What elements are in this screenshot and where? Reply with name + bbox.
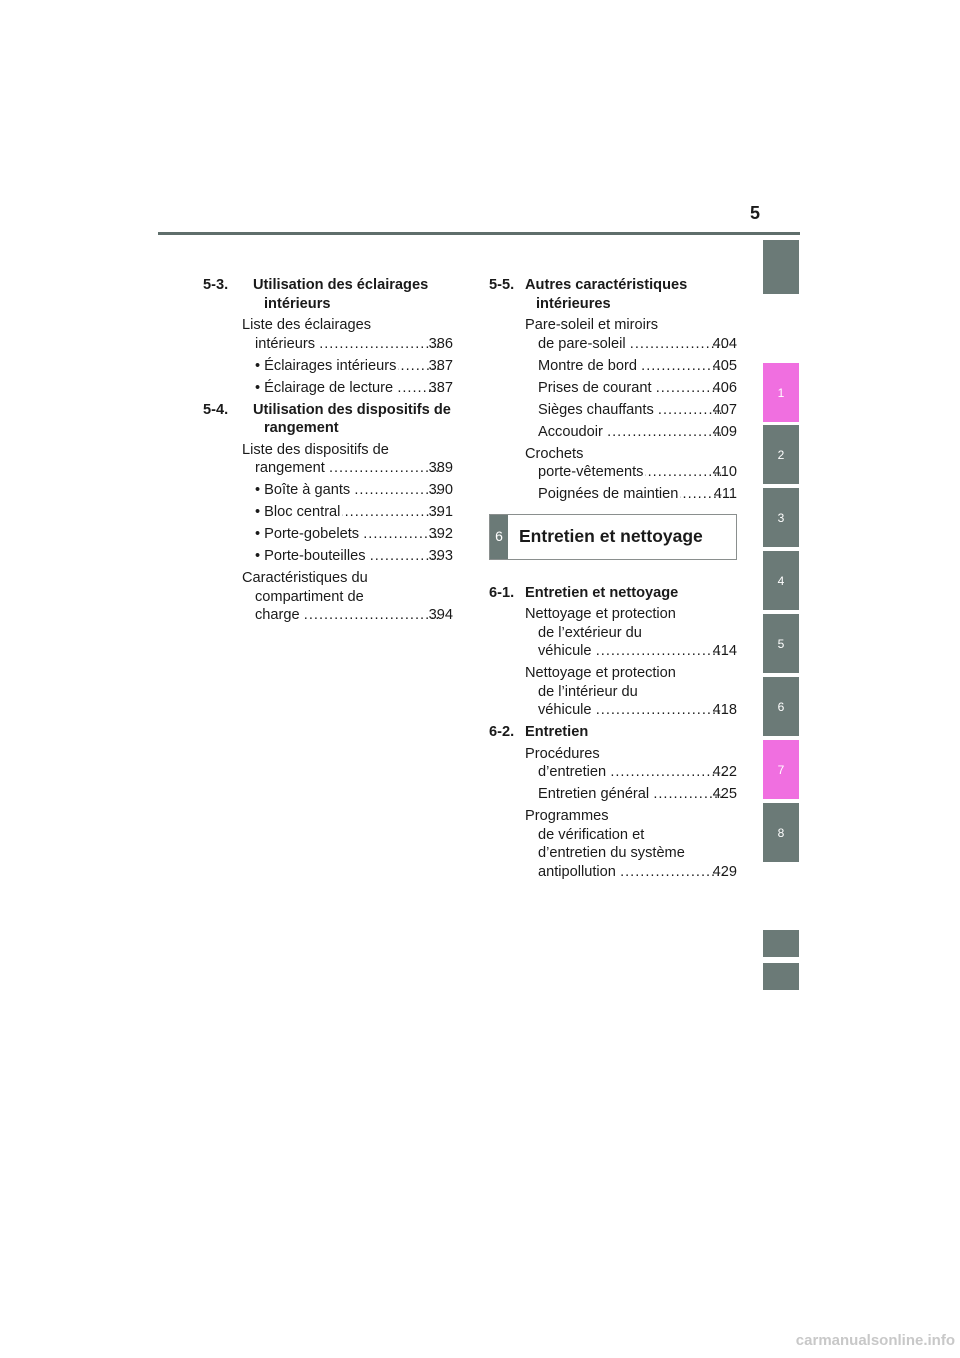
toc-entry[interactable]: Programmes de vérification et d’entretien du système antipollution ..... 429 [525,807,737,881]
section-title: Utilisation des éclairages intérieurs [253,277,429,312]
section-title: Autres caractéristiques intérieures [525,277,688,312]
chapter-number-badge: 6 [490,515,508,559]
section-title: Entretien et nettoyage [525,584,679,601]
toc-entry[interactable]: Sièges chauffants ..... 407 [525,401,737,420]
toc-entry[interactable]: Crochets porte-vêtements ..... 410 [525,445,737,482]
toc-entry[interactable]: • Bloc central ..... 391 [242,503,453,522]
section-heading-6-2 [489,723,737,742]
section-number: 5-3. [203,277,229,293]
toc-entry[interactable]: • Éclairages intérieurs ..... 387 [242,357,453,376]
section-number: 6-2. [489,724,515,740]
section-heading-5-5 [489,276,737,313]
section-heading-6-1 [489,584,737,603]
toc-entry[interactable]: • Boîte à gants ..... 390 [242,481,453,500]
section-heading-5-4 [203,401,453,438]
chapter-tab-5[interactable]: 5 [763,614,799,673]
toc-entry[interactable]: Caractéristiques du compartiment de charge ..... 394 [242,569,453,625]
toc-entry[interactable]: Montre de bord ..... 405 [525,357,737,376]
toc-entry[interactable]: Pare-soleil et miroirs de pare-soleil ..... 404 [525,316,737,353]
watermark: carmanualsonline.info [795,1332,955,1349]
toc-entry[interactable]: Procédures d’entretien ..... 422 [525,745,737,782]
page-number: 5 [749,203,760,223]
toc-entry[interactable]: • Porte-gobelets ..... 392 [242,525,453,544]
chapter-tab-7[interactable]: 7 [763,740,799,799]
toc-entry[interactable]: Nettoyage et protection de l’extérieur du véhicule ..... 414 [525,605,737,661]
chapter-6-header[interactable] [489,514,737,560]
blank-tab[interactable] [763,240,799,294]
chapter-tab-2[interactable]: 2 [763,425,799,484]
chapter-title: Entretien et nettoyage [519,526,703,547]
chapter-tab-8[interactable]: 8 [763,803,799,862]
toc-entry[interactable]: • Porte-bouteilles ..... 393 [242,547,453,566]
toc-left-column [203,276,453,628]
toc-entry[interactable]: Liste des éclairages intérieurs ..... 386 [242,316,453,353]
blank-tab[interactable] [763,930,799,957]
section-number: 6-1. [489,584,515,601]
toc-entry[interactable]: Prises de courant ..... 406 [525,379,737,398]
chapter-tab-6[interactable]: 6 [763,677,799,736]
section-number: 5-5. [489,277,515,293]
blank-tab[interactable] [763,963,799,990]
chapter-tab-4[interactable]: 4 [763,551,799,610]
header-rule [158,232,800,235]
chapter-tab-3[interactable]: 3 [763,488,799,547]
toc-entry[interactable]: Poignées de maintien ..... 411 [525,485,737,504]
chapter-tab-1[interactable]: 1 [763,363,799,422]
toc-entry[interactable]: Entretien général ..... 425 [525,785,737,804]
toc-entry[interactable]: Nettoyage et protection de l’intérieur du véhicule ..... 418 [525,664,737,720]
section-title: Entretien [525,724,589,740]
section-heading-5-3 [203,276,453,313]
toc-entry[interactable]: Liste des dispositifs de rangement ..... 389 [242,441,453,478]
toc-right-column [489,276,737,885]
section-number: 5-4. [203,401,229,418]
section-title: Utilisation des dispositifs de rangement [253,401,451,436]
toc-entry[interactable]: Accoudoir ..... 409 [525,423,737,442]
toc-entry[interactable]: • Éclairage de lecture ..... 387 [242,379,453,398]
